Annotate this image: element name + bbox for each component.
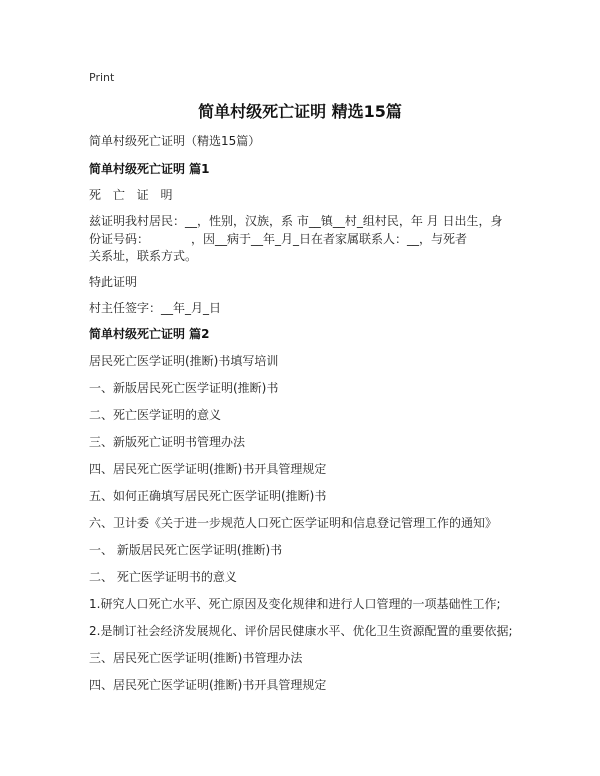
list-item: 五、如何正确填写居民死亡医学证明(推断)书: [89, 489, 327, 503]
certificate-body-line-1: 兹证明我村居民：__，性别，汉族，系 市__镇__村_组村民，年 月 日出生，身: [89, 214, 503, 228]
list-item: 居民死亡医学证明(推断)书填写培训: [89, 354, 279, 368]
certificate-body-line-3: 关系址，联系方式。: [89, 249, 198, 263]
list-item: 一、新版居民死亡医学证明(推断)书: [89, 381, 279, 395]
certificate-heading: 死 亡 证 明: [89, 188, 177, 202]
list-item: 二、死亡医学证明的意义: [89, 408, 222, 422]
list-item: 一、 新版居民死亡医学证明(推断)书: [89, 543, 283, 557]
document-subtitle: 简单村级死亡证明（精选15篇）: [89, 134, 261, 148]
list-item: 2.是制订社会经济发展规化、评价居民健康水平、优化卫生资源配置的重要依据;: [89, 624, 513, 638]
section2-heading: 简单村级死亡证明 篇2: [89, 327, 210, 341]
list-item: 三、新版死亡证明书管理办法: [89, 435, 246, 449]
list-item: 1.研究人口死亡水平、死亡原因及变化规律和进行人口管理的一项基础性工作;: [89, 597, 501, 611]
list-item: 四、居民死亡医学证明(推断)书开具管理规定: [89, 462, 327, 476]
certificate-closing: 特此证明: [89, 275, 138, 289]
section1-heading: 简单村级死亡证明 篇1: [89, 162, 210, 176]
list-item: 三、居民死亡医学证明(推断)书管理办法: [89, 651, 303, 665]
list-item: 二、 死亡医学证明书的意义: [89, 570, 237, 584]
document-title: 简单村级死亡证明 精选15篇: [198, 102, 402, 121]
signature-line: 村主任签字：__年_月_日: [89, 301, 222, 315]
list-item: 六、卫计委《关于进一步规范人口死亡医学证明和信息登记管理工作的通知》: [89, 516, 498, 530]
list-item: 四、居民死亡医学证明(推断)书开具管理规定: [89, 678, 327, 692]
print-label: Print: [89, 71, 115, 84]
certificate-body-line-2: 份证号码： ，因__病于__年_月_日在者家属联系人：__，与死者: [89, 232, 468, 246]
